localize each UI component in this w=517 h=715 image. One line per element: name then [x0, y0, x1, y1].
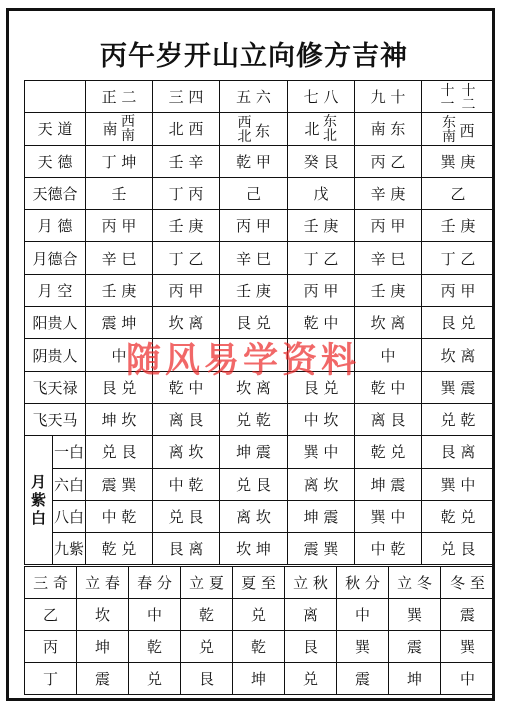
table-row	[25, 177, 495, 209]
cell-part: 东北	[323, 113, 337, 144]
table-cell: 北 西	[153, 113, 220, 145]
table-cell: 巽 中	[422, 468, 495, 500]
sanqi-cell: 离	[285, 599, 337, 631]
table-cell: 艮 兑	[288, 371, 355, 403]
month-header: 九 十	[355, 81, 422, 113]
sanqi-header-cell: 三 奇	[25, 567, 77, 599]
cell-pair	[102, 115, 135, 143]
cell-part: 北	[304, 120, 320, 139]
sanqi-cell: 丙	[25, 631, 77, 663]
sanqi-cell: 巽	[389, 599, 441, 631]
table-cell: 丙 甲	[355, 210, 422, 242]
table-cell: 震 巽	[86, 468, 153, 500]
sanqi-header-cell: 秋 分	[337, 567, 389, 599]
cell-part: 东	[254, 121, 270, 140]
table-cell: 离 坎	[153, 436, 220, 468]
sanqi-cell: 震	[77, 663, 129, 695]
table-cell: 坎 离	[153, 307, 220, 339]
header-row	[25, 81, 495, 113]
sanqi-cell: 丁	[25, 663, 77, 695]
row-label: 一白	[53, 436, 86, 468]
table-cell: 兑 艮	[153, 500, 220, 532]
table-cell: 巽 中	[355, 500, 422, 532]
cell-part: 西	[459, 121, 475, 140]
table-cell: 坎 离	[355, 307, 422, 339]
table-cell: 丙 甲	[86, 210, 153, 242]
sanqi-cell: 乾	[233, 631, 285, 663]
table-cell: 兑 乾	[220, 403, 288, 435]
auspicious-gods-table	[24, 80, 495, 565]
sanqi-cell: 巽	[337, 631, 389, 663]
table-cell: 离 艮	[355, 403, 422, 435]
table-cell: 乾 中	[153, 371, 220, 403]
table-cell: 坤 震	[355, 468, 422, 500]
row-label: 天 德	[25, 145, 86, 177]
table-cell: 坎 离	[220, 371, 288, 403]
table-cell: 乾 兑	[422, 500, 495, 532]
table-cell: 丁 乙	[153, 242, 220, 274]
sanqi-cell: 中	[337, 599, 389, 631]
table-cell: 坎 离	[422, 339, 495, 371]
table-cell: 坤 震	[220, 436, 288, 468]
table-cell: 壬 辛	[153, 145, 220, 177]
row-label: 天 道	[25, 113, 86, 145]
sanqi-header-cell: 冬 至	[441, 567, 495, 599]
sanqi-header-cell: 立 春	[77, 567, 129, 599]
table-cell: 南 东	[355, 113, 422, 145]
purple-row	[25, 533, 495, 565]
table-cell: 乾 中	[288, 307, 355, 339]
page-title: 丙午岁开山立向修方吉神	[100, 41, 408, 72]
sanqi-cell: 乙	[25, 599, 77, 631]
sanqi-header-cell: 夏 至	[233, 567, 285, 599]
table-cell: 丁 乙	[422, 242, 495, 274]
table-cell: 辛 巳	[220, 242, 288, 274]
table-cell: 辛 巳	[355, 242, 422, 274]
table-cell: 丁 坤	[86, 145, 153, 177]
table-cell: 辛 庚	[355, 177, 422, 209]
cell-part: 西北	[237, 115, 252, 146]
table-cell: 坎 坤	[220, 533, 288, 565]
table-cell: 壬 庚	[220, 274, 288, 306]
table-cell: 离 坎	[220, 500, 288, 532]
sanqi-cell: 兑	[129, 663, 181, 695]
sanqi-cell: 中	[441, 663, 495, 695]
table-cell: 癸 艮	[288, 145, 355, 177]
sanqi-table	[24, 566, 495, 695]
cell-pair	[440, 84, 476, 112]
table-cell: 坤 震	[288, 500, 355, 532]
table-cell: 乾 甲	[220, 145, 288, 177]
purple-group-label: 月紫白	[25, 436, 53, 565]
table-cell: 乾 中	[355, 371, 422, 403]
cell-part: 南	[102, 120, 118, 139]
table-cell: 离 艮	[153, 403, 220, 435]
month-header: 正 二	[86, 81, 153, 113]
table-cell: 艮 兑	[220, 307, 288, 339]
table-cell: 壬 庚	[355, 274, 422, 306]
table-cell: 戊	[288, 177, 355, 209]
sanqi-header-cell: 立 秋	[285, 567, 337, 599]
sanqi-header-cell: 春 分	[129, 567, 181, 599]
row-label: 九紫	[53, 533, 86, 565]
table-cell: 艮 离	[422, 436, 495, 468]
sanqi-cell: 震	[389, 631, 441, 663]
watermark-text: 随风易学资料	[126, 341, 361, 381]
row-label: 月德合	[25, 242, 86, 274]
table-cell: 壬 庚	[288, 210, 355, 242]
cell-part: 十 二	[461, 83, 476, 113]
sanqi-cell: 坤	[389, 663, 441, 695]
cell-part: 东南	[441, 115, 456, 146]
table-cell: 兑 艮	[422, 533, 495, 565]
table-cell: 兑 艮	[220, 468, 288, 500]
table-row	[25, 210, 495, 242]
corner-cell	[25, 81, 86, 113]
purple-row	[25, 468, 495, 500]
cell-pair	[441, 116, 474, 144]
table-row	[25, 242, 495, 274]
row-label: 月 空	[25, 274, 86, 306]
row-label: 阴贵人	[25, 339, 86, 371]
sanqi-cell: 坎	[77, 599, 129, 631]
sanqi-row	[25, 599, 495, 631]
cell-pair	[304, 115, 337, 143]
sanqi-header-row	[25, 567, 495, 599]
row-label: 六白	[53, 468, 86, 500]
sanqi-header-cell: 立 夏	[181, 567, 233, 599]
table-cell: 乾 兑	[355, 436, 422, 468]
table-cell: 己	[220, 177, 288, 209]
month-header: 三 四	[153, 81, 220, 113]
table-cell: 离 坎	[288, 468, 355, 500]
table-cell	[422, 113, 495, 145]
table-row	[25, 403, 495, 435]
purple-row	[25, 436, 495, 468]
table-row	[25, 145, 495, 177]
table-cell: 中 乾	[153, 468, 220, 500]
table-cell: 中 坎	[288, 403, 355, 435]
table-row	[25, 113, 495, 145]
row-label: 月 德	[25, 210, 86, 242]
table-cell: 中 乾	[355, 533, 422, 565]
sanqi-header-cell: 立 冬	[389, 567, 441, 599]
table-cell: 中	[355, 339, 422, 371]
table-cell: 艮 离	[153, 533, 220, 565]
sanqi-cell: 坤	[233, 663, 285, 695]
month-header	[422, 81, 495, 113]
sanqi-cell: 震	[337, 663, 389, 695]
sanqi-cell: 艮	[285, 631, 337, 663]
sanqi-row	[25, 663, 495, 695]
table-cell: 坤 坎	[86, 403, 153, 435]
table-cell: 中 乾	[86, 500, 153, 532]
sanqi-cell: 乾	[129, 631, 181, 663]
sanqi-cell: 巽	[441, 631, 495, 663]
table-cell: 中	[86, 339, 153, 371]
sanqi-cell: 中	[129, 599, 181, 631]
table-cell	[288, 113, 355, 145]
sanqi-cell: 震	[441, 599, 495, 631]
table-cell: 艮 兑	[86, 371, 153, 403]
cell-part: 十 一	[440, 83, 455, 113]
table-cell	[86, 113, 153, 145]
sanqi-cell: 兑	[233, 599, 285, 631]
month-header: 七 八	[288, 81, 355, 113]
table-cell: 壬 庚	[422, 210, 495, 242]
table-cell: 乾 兑	[86, 533, 153, 565]
table-cell: 丙 甲	[220, 210, 288, 242]
table-cell: 壬	[86, 177, 153, 209]
cell-pair	[237, 116, 270, 144]
table-cell: 壬 庚	[153, 210, 220, 242]
sanqi-row	[25, 631, 495, 663]
table-cell: 壬 庚	[86, 274, 153, 306]
table-cell: 震 坤	[86, 307, 153, 339]
month-header: 五 六	[220, 81, 288, 113]
table-row	[25, 274, 495, 306]
table-cell: 丙 甲	[288, 274, 355, 306]
row-label: 天德合	[25, 177, 86, 209]
sanqi-cell: 乾	[181, 599, 233, 631]
table-cell: 乙	[422, 177, 495, 209]
table-cell: 艮 兑	[422, 307, 495, 339]
sanqi-cell: 坤	[77, 631, 129, 663]
row-label: 八白	[53, 500, 86, 532]
table-cell: 震 巽	[288, 533, 355, 565]
sanqi-cell: 艮	[181, 663, 233, 695]
table-cell: 丙 乙	[355, 145, 422, 177]
sanqi-cell: 兑	[285, 663, 337, 695]
table-cell: 丙 甲	[422, 274, 495, 306]
table-cell: 兑 乾	[422, 403, 495, 435]
sanqi-cell: 兑	[181, 631, 233, 663]
cell-part: 西南	[121, 113, 135, 144]
table-cell: 巽 中	[288, 436, 355, 468]
row-label: 飞天马	[25, 403, 86, 435]
table-cell: 丙 甲	[153, 274, 220, 306]
table-cell: 丁 丙	[153, 177, 220, 209]
table-cell: 丁 乙	[288, 242, 355, 274]
table-cell: 巽 震	[422, 371, 495, 403]
row-label: 飞天禄	[25, 371, 86, 403]
table-cell: 巽 庚	[422, 145, 495, 177]
purple-row	[25, 500, 495, 532]
row-label: 阳贵人	[25, 307, 86, 339]
table-cell	[220, 113, 288, 145]
table-cell: 兑 艮	[86, 436, 153, 468]
table-cell: 辛 巳	[86, 242, 153, 274]
